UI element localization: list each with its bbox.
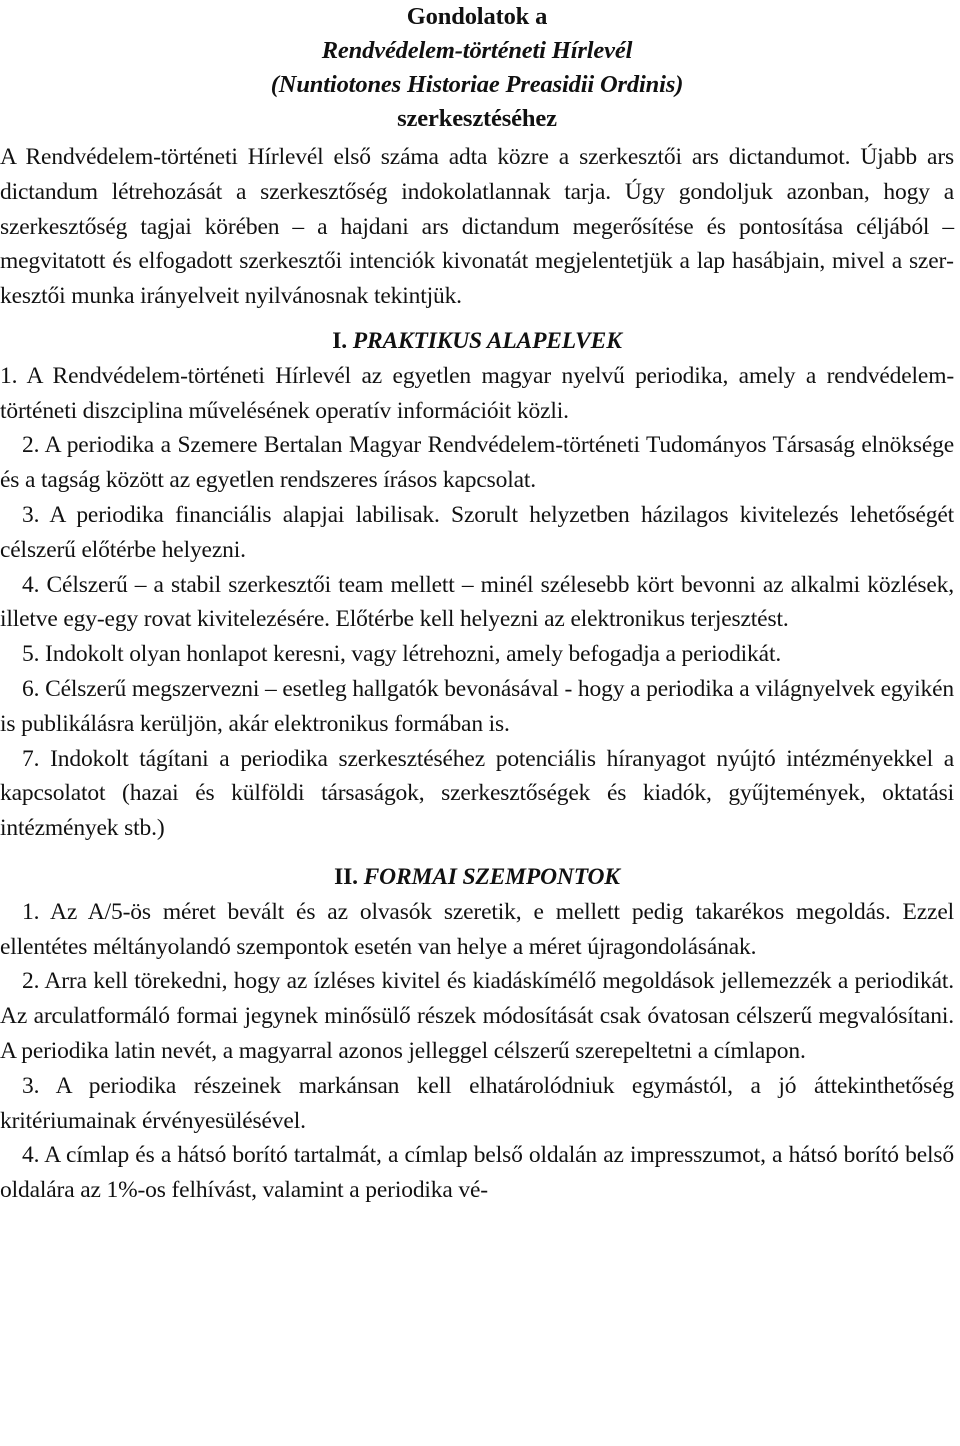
section-1-heading: [0, 324, 954, 359]
section-2-number: II.: [334, 863, 358, 890]
intro-paragraph: A Rendvédelem-történeti Hírlevél első száma adta közre a szerkesztői ars dictandumot. Újabb ars dictandum létrehozását a szerkesztőség indokolatlannak tarja. Úgy gondoljuk azonban, hogy a szerkesztőség tagjai körében – a hajdani ars dictandum megerősítése és pontosítása céljából – megvitatott és elfogadott szerkesztői intenciók kivonatát megjelentetjük a lap hasábjain, mivel a szerkesztői munka irányelveit nyilvánosnak tekintjük.: [0, 144, 954, 310]
section-1-item-4: 4. Célszerű – a stabil szerkesztői team mellett – minél szélesebb kört bevonni az alkalmi közlések, illetve egy-egy rovat kivitelezésére. Előtérbe kell helyezni az elektronikus terjesztést.: [0, 571, 954, 633]
title-line-1: Gondolatok a: [406, 3, 548, 30]
section-2-heading: [0, 860, 954, 895]
section-1-title: PRAKTIKUS ALAPELVEK: [352, 327, 622, 354]
section-2-item-2: 2. Arra kell törekedni, hogy az ízléses kivitel és kiadáskímélő megoldások jellemezzék a periodikát. Az arculatformáló formai jegynek minősülő részek módosítását csak óvatosan célszerű megvalósítani. A periodika latin nevét, a magyarral azonos jelleggel célszerű szerepeltetni a címlapon.: [0, 968, 954, 1064]
title-line-4: szerkesztéséhez: [397, 105, 557, 132]
section-2-item-1: 1. Az A/5-ös méret bevált és az olvasók szeretik, e mellett pedig takarékos megoldás. Ezzel ellentétes méltányolandó szempontok esetén van helye a méret újragondolásának.: [0, 898, 954, 960]
section-1-item-2: 2. A periodika a Szemere Bertalan Magyar Rendvédelem-történeti Tudományos Társaság elnöksége és a tagság között az egyetlen rendszeres írásos kapcsolat.: [0, 432, 954, 494]
section-2-item-3: 3. A periodika részeinek markánsan kell elhatárolódniuk egymástól, a jó áttekinthetőség kritériumainak érvényesülésével.: [0, 1072, 954, 1134]
section-1-item-6: 6. Célszerű megszervezni – esetleg hallgatók bevonásával - hogy a periodika a világnyelvek egyikén is publikálásra kerüljön, akár elektronikus formában is.: [0, 675, 954, 737]
section-2-item-4: 4. A címlap és a hátsó borító tartalmát, a címlap belső oldalán az impresszumot, a hátsó borító belső oldalára az 1%-os felhívást, valamint a periodika vé-: [0, 1142, 954, 1204]
title-line-3: (Nuntiotones Historiae Preasidii Ordinis): [270, 71, 684, 98]
title-line-2: Rendvédelem-történeti Hírlevél: [321, 37, 633, 64]
section-1-item-7: 7. Indokolt tágítani a periodika szerkesztéséhez potenciális híranyagot nyújtó intézményekkel a kapcsolatot (hazai és külföldi társaságok, szerkesztőségek és kiadók, gyűjtemények, oktatási intézmények stb.): [0, 745, 954, 842]
section-2-title: FORMAI SZEMPONTOK: [363, 863, 620, 890]
document-title: [0, 0, 954, 136]
section-1-item-5: 5. Indokolt olyan honlapot keresni, vagy létrehozni, amely befogadja a periodikát.: [22, 641, 782, 668]
section-1-item-1: 1. A Rendvédelem-történeti Hírlevél az egyetlen magyar nyelvű periodika, amely a rendvédelem-történeti diszciplina művelésének operatív információit közli.: [0, 362, 954, 424]
section-1-item-3: 3. A periodika financiális alapjai labilisak. Szorult helyzetben házilagos kivitelezés lehetőségét célszerű előtérbe helyezni.: [0, 501, 954, 563]
section-1-number: I.: [332, 327, 347, 354]
